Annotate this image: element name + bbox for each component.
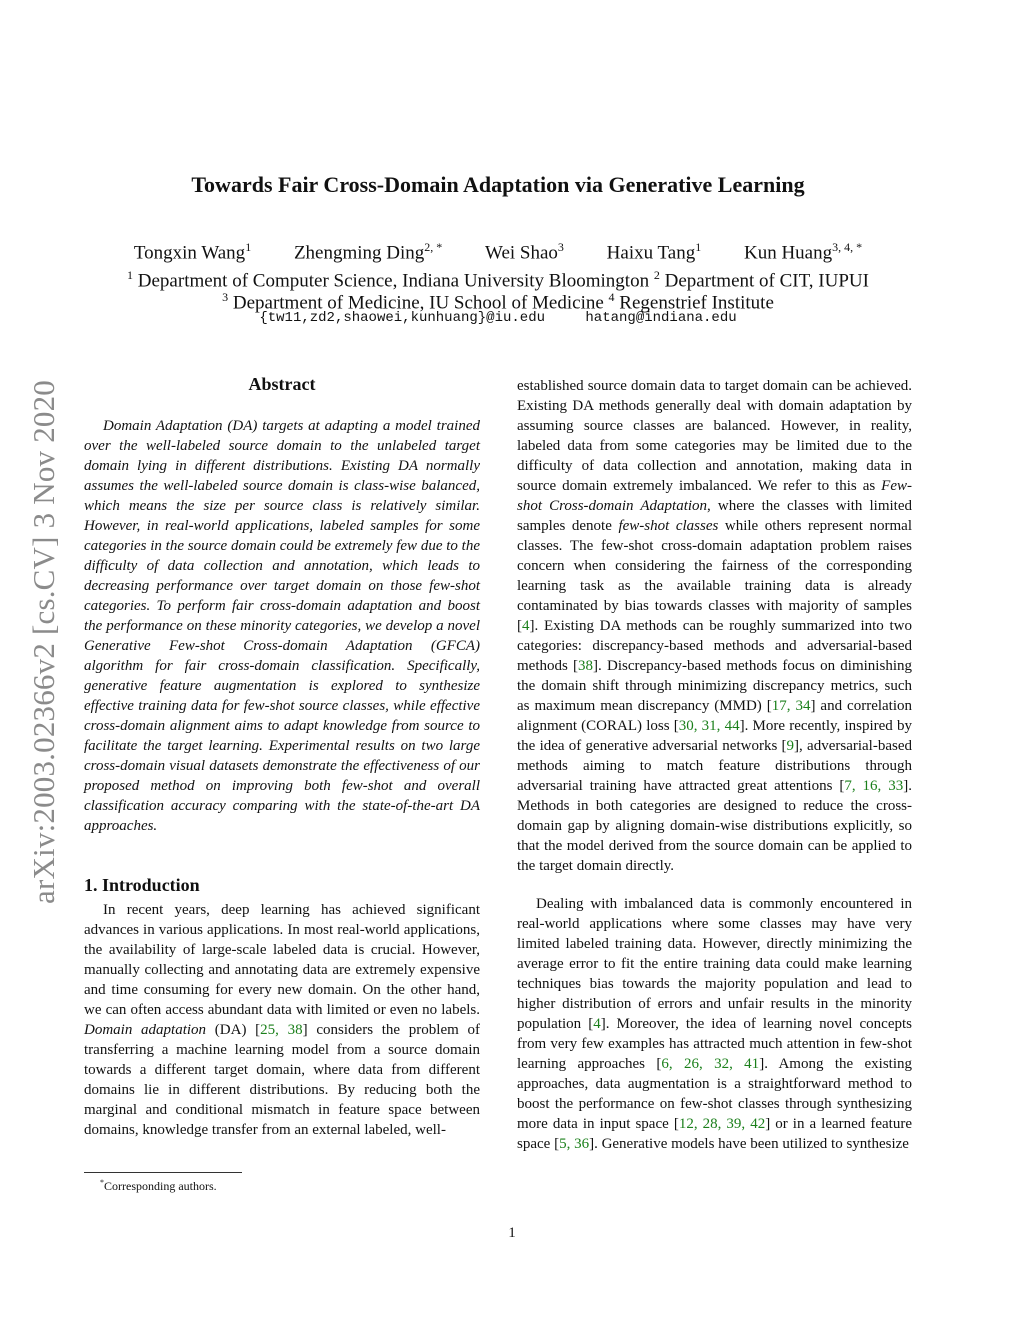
footnote (100, 1178, 217, 1194)
page-number: 1 (508, 1225, 516, 1241)
citation-link[interactable]: [38] (573, 658, 599, 674)
author (134, 240, 251, 264)
paper-title: Towards Fair Cross-Domain Adaptation via Generative Learning (191, 172, 805, 197)
citation-link[interactable]: [4] (517, 618, 535, 634)
footnote-mark: * (100, 1178, 104, 1187)
introduction-paragraph (84, 900, 480, 1140)
citation-link[interactable]: [5, 36] (554, 1136, 595, 1152)
body-text: . Methods in both categories are designed to reduce the cross-domain gap by aligning domain-wise distributions explicitly, so that the model derived from the source domain can be applied to the target domain directly. (517, 778, 912, 874)
body-text: established source domain data to target domain can be achieved. Existing DA methods generally deal with domain adaptation by assuming source classes are balanced. However, in reality, labeled data from some categories may be limited due to the difficulty of data collection and annotation, making data in source domain extremely imbalanced. We refer to this as (517, 378, 912, 494)
arxiv-identifier[interactable]: arXiv:2003.02366v2 [cs.CV] 3 Nov 2020 (26, 379, 61, 905)
author-affil-mark: 2, * (424, 240, 443, 254)
body-text: . Generative models have been utilized to synthesize (594, 1136, 909, 1152)
introduction-heading: 1. Introduction (84, 875, 200, 895)
author (744, 240, 862, 264)
author (607, 240, 702, 264)
footnote-divider (84, 1172, 242, 1173)
arxiv-stamp (20, 352, 68, 932)
body-text: considers the problem of transferring a machine learning model from a source domain towards a different target domain, where data from different domains lie in different distributions. By reducing both the marginal and conditional mismatch in feature space between domains, knowledge transfer from an external labeled, well- (84, 1022, 481, 1138)
author-name: Wei Shao (485, 242, 558, 264)
body-text: In recent years, deep learning has achieved significant advances in various applications. In most real-world applications, the availability of large-scale labeled data is crucial. However, manually collecting and annotating data are extremely expensive and time consuming for every new domain. On the other hand, we can often access abundant data with limited or even no labels. (84, 902, 480, 1018)
citation-link[interactable]: [25, 38] (255, 1022, 308, 1038)
body-text: . Moreover, the idea of learning novel concepts from very few examples has attracted much attention in few-shot learning approaches (517, 1016, 912, 1072)
body-paragraph (517, 376, 912, 876)
citation-link[interactable]: [17, 34] (766, 698, 816, 714)
citation-link[interactable]: [4] (588, 1016, 606, 1032)
affil-mark: 2 (653, 268, 660, 282)
author (485, 240, 564, 264)
emphasis-text: Few-shot Cross-domain Adaptation (517, 478, 912, 514)
body-text: (DA) (206, 1022, 256, 1038)
body-text: , adversarial-based methods aiming to match feature distributions through adversarial training have attracted great attentions (517, 738, 912, 794)
author-affil-mark: 1 (695, 240, 702, 254)
body-text: while others represent normal classes. The few-shot cross-domain adaptation problem raises concern when considering the fairness of the corresponding learning task as the available training data is already contaminated by bias towards classes with majority of samples (517, 518, 912, 614)
author-affil-mark: 1 (245, 240, 252, 254)
affiliation: Regenstrief Institute (614, 292, 774, 314)
body-paragraph (517, 894, 912, 1154)
body-text: . Existing DA methods can be roughly summarized into two categories: discrepancy-based methods and adversarial-based methods (517, 618, 912, 674)
affil-mark: 1 (127, 268, 134, 282)
abstract-text: Domain Adaptation (DA) targets at adapting a model trained over the well-labeled source domain to the unlabeled target domain lying in different distributions. Existing DA normally assumes the well-labeled source domain is class-wise balanced, which means the size per source class is relatively similar. However, in real-world applications, labeled samples for some categories in the source domain could be extremely few due to the difficulty of data collection and annotation, which leads to decreasing performance over target domain on those few-shot categories. To perform fair cross-domain adaptation and boost the performance on these minority categories, we develop a novel Generative Few-shot Cross-domain Adaptation (GFCA) algorithm for fair cross-domain classification. Specifically, generative feature augmentation is explored to synthesize effective training data for few-shot source classes, while effective cross-domain alignment aims to adapt knowledge from source to facilitate the target learning. Experimental results on two large cross-domain visual datasets demonstrate the effectiveness of our proposed method on improving both few-shot and overall classification accuracy comparing with the state-of-the-art DA approaches. (84, 418, 480, 834)
author-list (80, 240, 916, 264)
author-affil-mark: 3 (557, 240, 564, 254)
affil-mark: 3 (222, 290, 229, 304)
citation-link[interactable]: [12, 28, 39, 42] (673, 1116, 771, 1132)
footnote-text: Corresponding authors. (104, 1179, 217, 1193)
author-name: Kun Huang (743, 242, 833, 264)
body-text: Dealing with imbalanced data is commonly encountered in real-world applications where some classes may have very limited labeled training data. However, directly minimizing the average error to fit the entire training data could make learning techniques bias towards the majority population and lead to higher distribution of errors and unfair results in the minority population (517, 896, 912, 1032)
citation-link[interactable]: [30, 31, 44] (673, 718, 745, 734)
emphasis-text: few-shot classes (618, 518, 719, 534)
author-name: Tongxin Wang (133, 242, 246, 264)
body-text: . Discrepancy-based methods focus on diminishing the domain shift through minimizing discrepancy metrics, such as maximum mean discrepancy (MMD) (517, 658, 912, 714)
citation-link[interactable]: [6, 26, 32, 41] (656, 1056, 765, 1072)
affiliation: Department of CIT, IUPUI (659, 270, 869, 292)
author-affil-mark: 3, 4, * (832, 240, 863, 254)
author-name: Zhengming Ding (293, 242, 425, 264)
emphasis-text: Domain adaptation (84, 1022, 207, 1038)
affil-mark: 4 (608, 290, 615, 304)
right-column (517, 376, 912, 1154)
body-text: . Among the existing approaches, data augmentation is a straightforward method to boost the performance on few-shot classes through synthesizing more data in input space (517, 1056, 913, 1132)
affiliation: Department of Computer Science, Indiana University Bloomington (133, 270, 654, 292)
citation-link[interactable]: [9] (781, 738, 800, 754)
body-text: and correlation alignment (CORAL) loss (517, 698, 913, 734)
citation-link[interactable]: [7, 16, 33] (839, 778, 909, 794)
email-line (80, 310, 916, 326)
body-text: or in a learned feature space (517, 1116, 912, 1152)
author (294, 240, 442, 264)
affiliation: Department of Medicine, IU School of Medicine (228, 292, 609, 314)
email-iu[interactable]: {tw11,zd2,shaowei,kunhuang}@iu.edu (259, 310, 545, 326)
email-indiana[interactable]: hatang@indiana.edu (585, 310, 737, 326)
author-name: Haixu Tang (606, 242, 696, 264)
body-text: , where the classes with limited samples denote (517, 498, 912, 534)
abstract-heading: Abstract (248, 374, 316, 394)
body-text: . More recently, inspired by the idea of generative adversarial networks (517, 718, 912, 754)
